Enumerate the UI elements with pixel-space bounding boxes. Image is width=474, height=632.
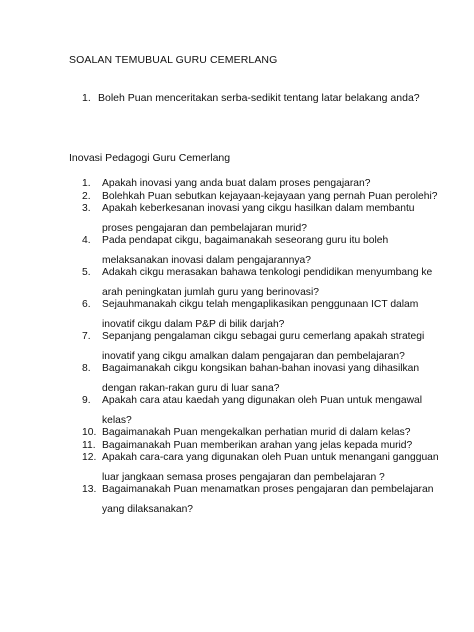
question-text: inovatif cikgu dalam P&P di bilik darjah? xyxy=(102,318,285,330)
question-number: 13. xyxy=(82,484,97,495)
question-number: 9. xyxy=(82,395,91,406)
question-item xyxy=(82,299,419,331)
question-continuation-line xyxy=(82,415,392,428)
question-text: proses pengajaran dan pembelajaran murid? xyxy=(102,222,307,234)
question-line xyxy=(82,331,425,344)
question-text: Bolehkah Puan sebutkan kejayaan-kejayaan yang pernah Puan perolehi? xyxy=(102,190,438,202)
question-item xyxy=(82,190,438,204)
question-number: 2. xyxy=(82,190,91,202)
question-list xyxy=(82,178,439,516)
question-line xyxy=(82,178,392,191)
question-text: Sepanjang pengalaman cikgu sebagai guru cemerlang apakah strategi xyxy=(102,331,425,342)
document-title: SOALAN TEMUBUAL GURU CEMERLANG xyxy=(69,54,278,66)
question-continuation-line xyxy=(82,472,392,485)
question-text: luar jangkaan semasa proses pengajaran dan pembelajaran ? xyxy=(102,471,385,483)
question-item xyxy=(82,203,415,235)
question-text: Bagaimanakah Puan menamatkan proses pengajaran dan pembelajaran xyxy=(102,484,434,495)
question-number: 8. xyxy=(82,363,91,374)
question-continuation-line xyxy=(82,223,392,236)
question-line xyxy=(82,299,419,312)
question-text: inovatif yang cikgu amalkan dalam pengajaran dan pembelajaran? xyxy=(102,350,405,362)
question-item xyxy=(82,363,420,395)
section-heading: Inovasi Pedagogi Guru Cemerlang xyxy=(69,152,231,164)
question-item xyxy=(82,235,392,267)
question-number: 7. xyxy=(82,331,91,342)
question-text: kelas? xyxy=(102,414,132,426)
question-item xyxy=(82,178,392,191)
question-line xyxy=(82,439,413,453)
question-line xyxy=(82,190,438,204)
question-text: yang dilaksanakan? xyxy=(102,503,194,515)
question-line xyxy=(82,267,433,280)
question-number: 1. xyxy=(82,178,91,189)
question-line xyxy=(82,484,434,497)
question-line xyxy=(82,427,411,440)
question-text: Adakah cikgu merasakan bahawa tenkologi pendidikan menyumbang ke xyxy=(102,267,433,278)
question-text: melaksanakan inovasi dalam pengajarannya? xyxy=(102,254,311,266)
question-number: 6. xyxy=(82,299,91,310)
question-line xyxy=(82,203,415,216)
intro-question xyxy=(82,92,420,104)
question-continuation-line xyxy=(82,287,392,300)
question-item xyxy=(82,439,413,453)
question-number: 12. xyxy=(82,452,97,463)
question-item xyxy=(82,427,411,440)
question-text: Apakah cara-cara yang digunakan oleh Puan untuk menangani gangguan xyxy=(102,452,439,463)
question-number: 5. xyxy=(82,267,91,278)
question-text: Sejauhmanakah cikgu telah mengaplikasikan penggunaan ICT dalam xyxy=(102,299,419,310)
question-continuation-line xyxy=(82,504,392,517)
intro-question-text: Boleh Puan menceritakan serba-sedikit tentang latar belakang anda? xyxy=(98,92,420,104)
question-continuation-line xyxy=(82,350,405,364)
question-number: 11. xyxy=(82,439,96,451)
question-item xyxy=(82,267,433,299)
question-continuation-line xyxy=(82,383,392,396)
question-text: Pada pendapat cikgu, bagaimanakah seseorang guru itu boleh xyxy=(102,235,389,246)
question-text: dengan rakan-rakan guru di luar sana? xyxy=(102,382,280,394)
question-item xyxy=(82,452,439,484)
question-continuation-line xyxy=(82,319,392,332)
question-line xyxy=(82,395,423,408)
question-item xyxy=(82,484,434,516)
question-number: 4. xyxy=(82,235,91,246)
intro-question-number: 1. xyxy=(82,92,91,104)
question-line xyxy=(82,452,439,465)
question-text: Apakah inovasi yang anda buat dalam proses pengajaran? xyxy=(102,178,371,189)
question-number: 10. xyxy=(82,427,97,438)
question-continuation-line xyxy=(82,255,392,268)
question-text: arah peningkatan jumlah guru yang berinovasi? xyxy=(102,286,319,298)
question-text: Apakah keberkesanan inovasi yang cikgu hasilkan dalam membantu xyxy=(102,203,415,214)
question-line xyxy=(82,363,420,376)
question-text: Bagaimanakah Puan mengekalkan perhatian murid di dalam kelas? xyxy=(102,427,411,438)
question-number: 3. xyxy=(82,203,91,214)
question-line xyxy=(82,235,392,248)
question-text: Bagaimanakah Puan memberikan arahan yang jelas kepada murid? xyxy=(102,439,413,451)
question-item xyxy=(82,395,423,427)
question-text: Apakah cara atau kaedah yang digunakan oleh Puan untuk mengawal xyxy=(102,395,423,406)
question-item xyxy=(82,331,425,363)
question-text: Bagaimanakah cikgu kongsikan bahan-bahan inovasi yang dihasilkan xyxy=(102,363,420,374)
